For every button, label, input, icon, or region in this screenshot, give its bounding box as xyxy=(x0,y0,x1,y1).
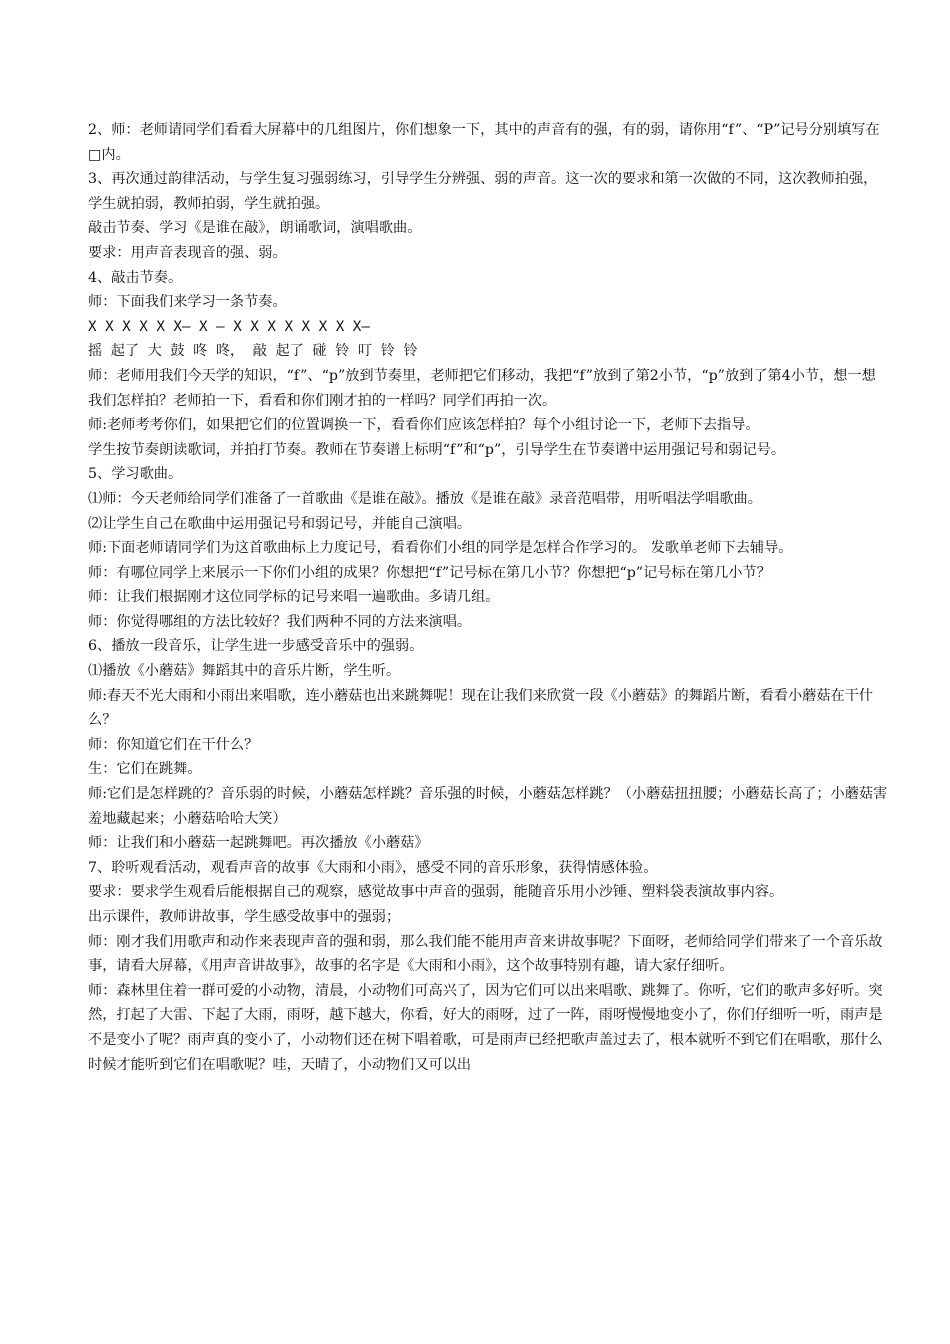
paragraph: 师：森林里住着一群可爱的小动物，清晨，小动物们可高兴了，因为它们可以出来唱歌、跳舞了。你听，它们的歌声多好听。突然，打起了大雷、下起了大雨，雨呀，越下越大，你看，好大的雨呀，过了一阵，雨呀慢慢地变小了，你们仔细听一听，雨声是不是变小了呢？雨声真的变小了，小动物们还在树下唱着歌，可是雨声已经把歌声盖过去了，根本就听不到它们在唱歌，那什么时候才能听到它们在唱歌呢？哇，天晴了，小动物们又可以出 xyxy=(88,982,883,1073)
paragraph: 师：老师用我们今天学的知识，“f”、“p”放到节奏里，老师把它们移动，我把“f”放到了第2小节，“p”放到了第4小节，想一想我们怎样拍？老师拍一下，看看和你们刚才拍的一样吗？同学们再拍一次。 xyxy=(88,367,876,409)
paragraph: 师：让我们和小蘑菇一起跳舞吧。再次播放《小蘑菇》 xyxy=(88,835,429,852)
paragraph: 学生按节奏朗读歌词，并拍打节奏。教师在节奏谱上标明“f”和“p”，引导学生在节奏谱中运用强记号和弱记号。 xyxy=(88,441,786,458)
paragraph: ⑴师：今天老师给同学们准备了一首歌曲《是谁在敲》。播放《是谁在敲》录音范唱带，用听唱法学唱歌曲。 xyxy=(88,490,762,507)
rhythm-notes: X X X X X X— X — X X X X X X X X— xyxy=(88,318,370,335)
paragraph: 师：有哪位同学上来展示一下你们小组的成果？你想把“f”记号标在第几小节？你想把“p”记号标在第几小节？ xyxy=(88,564,771,581)
paragraph: 5、学习歌曲。 xyxy=(88,466,183,483)
paragraph: 4、敲击节奏。 xyxy=(88,269,183,286)
paragraph: 师：你知道它们在干什么？ xyxy=(88,736,259,753)
paragraph: 师：让我们根据刚才这位同学标的记号来唱一遍歌曲。多请几组。 xyxy=(88,589,500,606)
paragraph: 师:春天不光大雨和小雨出来唱歌，连小蘑菇也出来跳舞呢！现在让我们来欣赏一段《小蘑菇》的舞蹈片断，看看小蘑菇在干什么？ xyxy=(88,687,874,729)
paragraph: 2、师：老师请同学们看看大屏幕中的几组图片，你们想象一下，其中的声音有的强，有的弱，请你用“f”、“P”记号分别填写在□内。 xyxy=(88,122,880,163)
paragraph: ⑴播放《小蘑菇》舞蹈其中的音乐片断，学生听。 xyxy=(88,663,401,680)
paragraph: 敲击节奏、学习《是谁在敲》，朗诵歌词，演唱歌曲。 xyxy=(88,220,422,237)
paragraph: 要求：要求学生观看后能根据自己的观察，感觉故事中声音的强弱，能随音乐用小沙锤、塑料袋表演故事内容。 xyxy=(88,884,784,901)
paragraph: 3、再次通过韵律活动，与学生复习强弱练习，引导学生分辨强、弱的声音。这一次的要求和第一次做的不同，这次教师拍强，学生就拍弱，教师拍弱，学生就拍强。 xyxy=(88,171,878,212)
paragraph: 师：你觉得哪组的方法比较好？我们两种不同的方法来演唱。 xyxy=(88,613,472,630)
rhythm-lyrics: 摇 起了 大 鼓 咚 咚， 敲 起了 碰 铃 叮 铃 铃 xyxy=(88,343,418,360)
paragraph: 师:它们是怎样跳的？音乐弱的时候，小蘑菇怎样跳？音乐强的时候，小蘑菇怎样跳？（小蘑菇扭扭腰；小蘑菇长高了；小蘑菇害羞地藏起来；小蘑菇哈哈大笑） xyxy=(88,786,888,827)
paragraph: 要求：用声音表现音的强、弱。 xyxy=(88,244,287,261)
paragraph: ⑵让学生自己在歌曲中运用强记号和弱记号，并能自己演唱。 xyxy=(88,515,472,532)
paragraph: 生：它们在跳舞。 xyxy=(88,761,202,778)
paragraph: 7、聆听观看活动，观看声音的故事《大雨和小雨》，感受不同的音乐形象，获得情感体验。 xyxy=(88,859,658,876)
paragraph: 出示课件，教师讲故事，学生感受故事中的强弱； xyxy=(88,909,401,925)
paragraph: 师:下面老师请同学们为这首歌曲标上力度记号，看看你们小组的同学是怎样合作学习的。 发歌单老师下去辅导。 xyxy=(88,540,793,557)
paragraph: 师：下面我们来学习一条节奏。 xyxy=(88,294,287,311)
paragraph: 6、播放一段音乐，让学生进一步感受音乐中的强弱。 xyxy=(88,638,424,655)
paragraph: 师:老师考考你们，如果把它们的位置调换一下，看看你们应该怎样拍？每个小组讨论一下，老师下去指导。 xyxy=(88,417,760,434)
document-body xyxy=(88,118,888,1077)
paragraph: 师：刚才我们用歌声和动作来表现声音的强和弱，那么我们能不能用声音来讲故事呢？下面呀，老师给同学们带来了一个音乐故事，请看大屏幕，《用声音讲故事》，故事的名字是《大雨和小雨》，这个故事特别有趣，请大家仔细听。 xyxy=(88,933,883,975)
